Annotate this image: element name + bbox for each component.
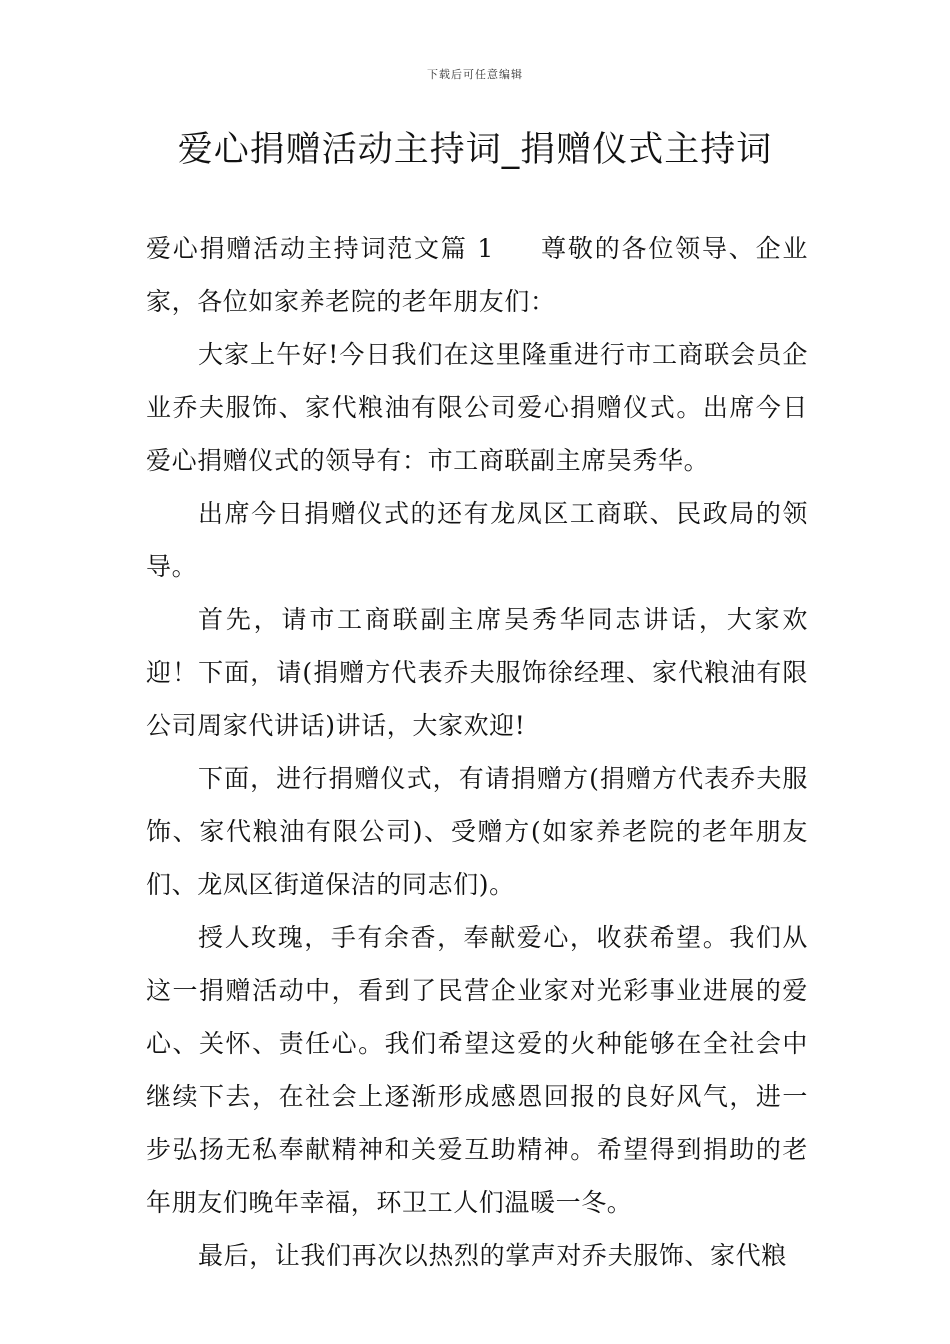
header-note: 下载后可任意编辑 <box>427 68 523 81</box>
paragraph-ceremony: 下面，进行捐赠仪式，有请捐赠方(捐赠方代表乔夫服饰、家代粮油有限公司)、受赠方(如家养老院的老年朋友们、龙凤区街道保洁的同志们)。 <box>146 764 808 899</box>
paragraph-opening: 大家上午好!今日我们在这里隆重进行市工商联会员企业乔夫服饰、家代粮油有限公司爱心捐赠仪式。出席今日爱心捐赠仪式的领导有：市工商联副主席吴秀华。 <box>146 340 808 475</box>
section-heading: 爱心捐赠活动主持词范文篇 1 <box>146 234 494 263</box>
salutation: 尊敬的各位领导、企业家，各位如家养老院的老年朋友们： <box>146 234 808 316</box>
paragraph-reflection: 授人玫瑰，手有余香，奉献爱心，收获希望。我们从这一捐赠活动中，看到了民营企业家对光彩事业进展的爱心、关怀、责任心。我们希望这爱的火种能够在全社会中继续下去，在社会上逐渐形成感恩回报的良好风气，进一步弘扬无私奉献精神和关爱互助精神。希望得到捐助的老年朋友们晚年幸福，环卫工人们温暖一冬。 <box>146 923 808 1217</box>
paragraph-attendees: 出席今日捐赠仪式的还有龙凤区工商联、民政局的领导。 <box>146 499 808 581</box>
document-body <box>146 222 808 1282</box>
paragraph-speeches: 首先，请市工商联副主席吴秀华同志讲话，大家欢迎！下面，请(捐赠方代表乔夫服饰徐经理、家代粮油有限公司周家代讲话)讲话，大家欢迎! <box>146 605 808 740</box>
paragraph-closing: 最后，让我们再次以热烈的掌声对乔夫服饰、家代粮 <box>198 1241 787 1270</box>
document-title: 爱心捐赠活动主持词_捐赠仪式主持词 <box>177 130 773 170</box>
lead-paragraph <box>146 222 808 328</box>
